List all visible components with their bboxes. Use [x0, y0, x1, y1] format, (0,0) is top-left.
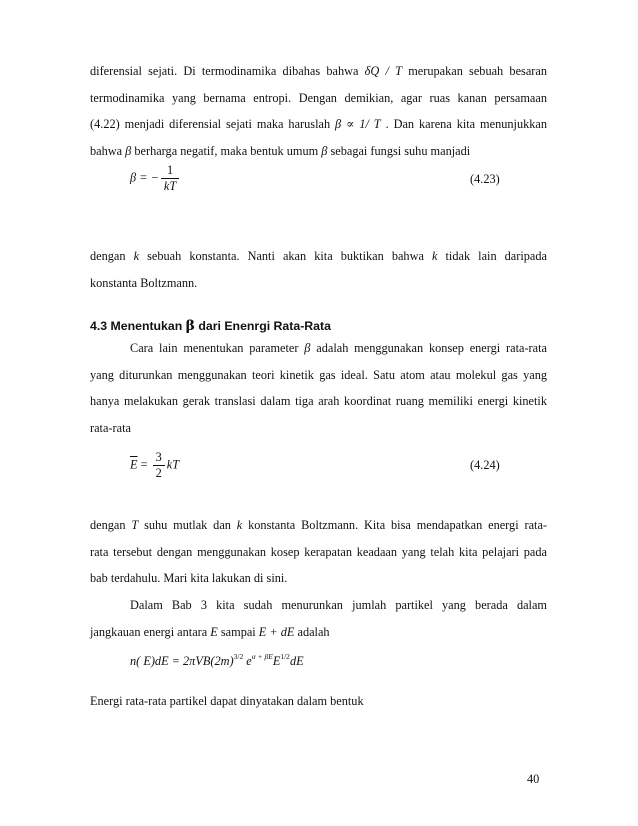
paragraph-5-line-2: jangkauan energi antara E sampai E + dE adalah — [90, 624, 330, 639]
math-beta-proportional: β ∝ 1/ T — [335, 117, 381, 132]
page-number: 40 — [527, 772, 540, 786]
paragraph-5-line-1: Dalam Bab 3 kita sudah menurunkan jumlah partikel yang berada dalam — [130, 598, 547, 612]
paragraph-3-line-2: yang diturunkan menggunakan teori kinetik gas ideal. Satu atom atau molekul gas yang — [90, 367, 547, 382]
equation-4-24: $\overline{E}$ = $\frac{3}{2}$ kT — [130, 450, 180, 480]
math-dq-over-t: δQ / T — [364, 64, 402, 78]
fraction-numerator: 1 — [161, 163, 179, 179]
equation-4-23-lhs: β = − — [130, 170, 159, 185]
paragraph-4-line-2: rata tersebut dengan menggunakan kosep kerapatan keadaan yang telah kita pelajari pada — [90, 544, 547, 559]
equation-number-4-23: (4.23) — [470, 172, 500, 186]
paragraph-1-line-4: bahwa β berharga negatif, maka bentuk umum β sebagai fungsi suhu manjadi — [90, 143, 471, 158]
equation-4-24-fraction — [153, 450, 165, 481]
equation-4-23-fraction — [161, 163, 179, 194]
paragraph-3-line-3: hanya melakukan gerak translasi dalam tiga arah koordinat ruang memiliki energi kinetik — [90, 394, 547, 409]
paragraph-1-line-3: (4.22) menjadi diferensial sejati maka haruslah β ∝ 1/ T . Dan karena kita menunjukkan — [90, 117, 547, 132]
paragraph-4-line-1: dengan T suhu mutlak dan k konstanta Boltzmann. Kita bisa mendapatkan energi rata- — [90, 518, 547, 532]
paragraph-5 — [90, 592, 547, 619]
equation-4-23 — [130, 163, 181, 213]
paragraph-5-cont — [90, 619, 547, 646]
paragraph-4-line-3: bab terdahulu. Mari kita lakukan di sini. — [90, 571, 288, 586]
paragraph-3-line-1: Cara lain menentukan parameter β adalah menggunakan konsep energi rata-rata — [130, 341, 547, 355]
paragraph-1 — [90, 58, 547, 164]
math-beta: β — [321, 143, 328, 158]
fraction-denominator: kT — [163, 179, 177, 193]
paragraph-4 — [90, 512, 547, 592]
math-beta: β — [125, 143, 132, 158]
paragraph-2-line-1: dengan k sebuah konstanta. Nanti akan kita buktikan bahwa k tidak lain daripada — [90, 249, 547, 263]
paragraph-6-line-1: Energi rata-rata partikel dapat dinyatakan dalam bentuk — [90, 694, 364, 708]
fraction-numerator: 3 — [153, 450, 165, 466]
paragraph-3 — [90, 335, 547, 362]
paragraph-6 — [90, 688, 547, 715]
heading-beta-symbol: β — [185, 318, 195, 334]
section-heading: 4.3 Menentukan β dari Enenrgi Rata-Rata — [90, 318, 331, 334]
paragraph-1-line-1: diferensial sejati. Di termodinamika dibahas bahwa δQ / T merupakan sebuah besaran — [90, 64, 547, 78]
paragraph-3-cont — [90, 362, 547, 442]
fraction-denominator: 2 — [155, 466, 162, 480]
paragraph-2 — [90, 243, 547, 296]
equation-4-24-lhs: $\overline{E}$ — [130, 457, 138, 472]
equation-number-4-24: (4.24) — [470, 458, 500, 472]
equation-density: n( $E)dE = 2\pi VB(2m)^{3/2}$ $e^{\alpha + \beta E}E^{1/2}dE$ — [130, 652, 304, 668]
paragraph-3-line-4: rata-rata — [90, 420, 131, 435]
paragraph-1-line-2: termodinamika yang bernama entropi. Dengan demikian, agar ruas kanan persamaan — [90, 90, 547, 105]
paragraph-2-line-2: konstanta Boltzmann. — [90, 275, 198, 290]
